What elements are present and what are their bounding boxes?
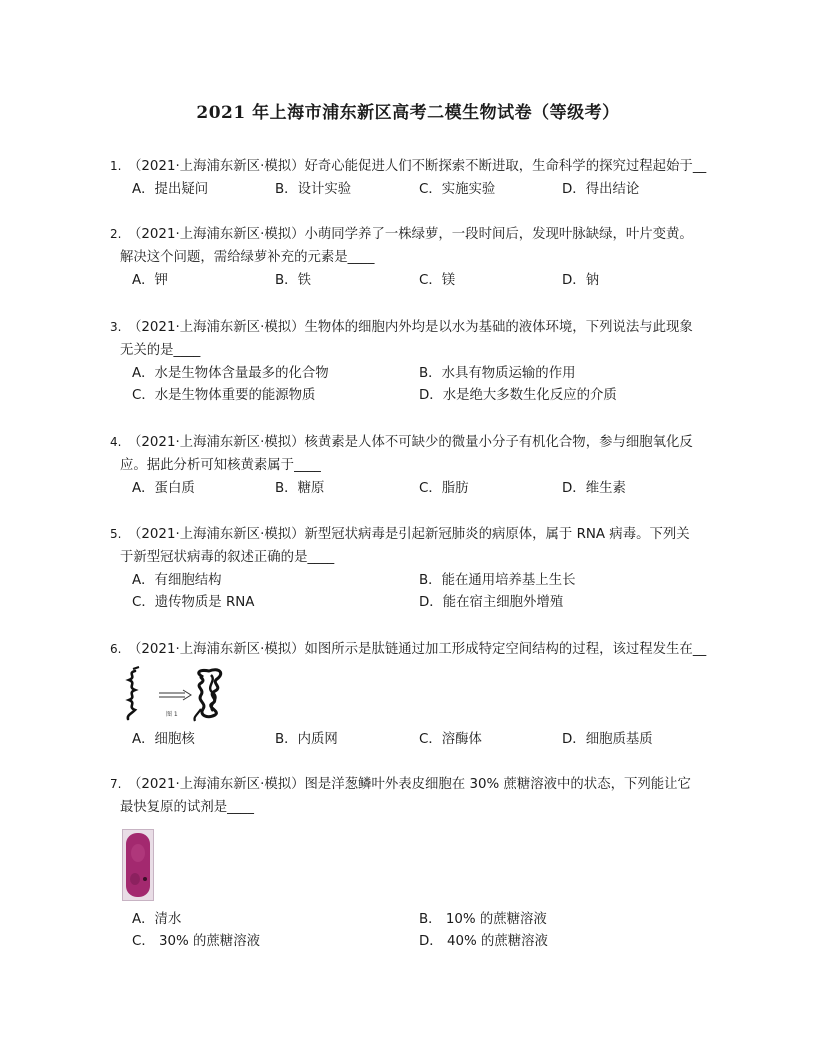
peptide-folding-figure	[123, 665, 243, 723]
page-title: 2021 年上海市浦东新区高考二模生物试卷（等级考）	[196, 103, 620, 123]
option-b: B．糖原	[275, 481, 325, 496]
option-c: C．镁	[419, 273, 456, 288]
option-a: A．钾	[132, 273, 168, 288]
option-d: D．水是绝大多数生化反应的介质	[419, 388, 617, 403]
question-2	[110, 223, 730, 292]
question-number: 7.	[110, 777, 122, 791]
question-7-options	[110, 908, 730, 952]
question-5	[110, 523, 730, 613]
question-stem-continued: 应。据此分析可知核黄素属于____	[120, 458, 321, 473]
question-stem: （2021·上海浦东新区·模拟）好奇心能促进人们不断探索不断进取，生命科学的探究过程起始于__	[128, 159, 707, 174]
option-d: D． 40% 的蔗糖溶液	[419, 934, 548, 949]
question-stem-continued: 于新型冠状病毒的叙述正确的是____	[120, 550, 335, 565]
question-stem-continued: 解决这个问题，需给绿萝补充的元素是____	[120, 250, 375, 265]
question-number: 6.	[110, 642, 122, 656]
question-7	[110, 773, 730, 819]
question-stem: （2021·上海浦东新区·模拟）核黄素是人体不可缺少的微量小分子有机化合物，参与细胞氧化反	[128, 435, 693, 450]
option-a: A．细胞核	[132, 732, 195, 747]
question-3	[110, 316, 730, 406]
option-b: B．内质网	[275, 732, 338, 747]
option-b: B．设计实验	[275, 182, 352, 197]
option-a: A．有细胞结构	[132, 573, 222, 588]
question-number: 4.	[110, 435, 122, 449]
question-stem: （2021·上海浦东新区·模拟）小萌同学养了一株绿萝，一段时间后，发现叶脉缺绿，叶片变黄。	[128, 227, 693, 242]
option-a: A．水是生物体含量最多的化合物	[132, 366, 329, 381]
option-c: C． 30% 的蔗糖溶液	[132, 934, 260, 949]
question-number: 1.	[110, 159, 122, 173]
question-6	[110, 638, 730, 661]
option-a: A．蛋白质	[132, 481, 195, 496]
question-stem: （2021·上海浦东新区·模拟）图是洋葱鳞叶外表皮细胞在 30% 蔗糖溶液中的状态，下列能让它	[128, 777, 691, 792]
option-c: C．脂肪	[419, 481, 469, 496]
option-c: C．水是生物体重要的能源物质	[132, 388, 316, 403]
question-1	[110, 155, 730, 201]
option-d: D．得出结论	[562, 182, 640, 197]
question-number: 3.	[110, 320, 122, 334]
question-number: 5.	[110, 527, 122, 541]
figure-label: 图 1	[166, 711, 178, 718]
option-d: D．维生素	[562, 481, 626, 496]
option-b: B． 10% 的蔗糖溶液	[419, 912, 547, 927]
option-c: C．溶酶体	[419, 732, 482, 747]
option-d: D．钠	[562, 273, 600, 288]
question-number: 2.	[110, 227, 122, 241]
option-c: C．遗传物质是 RNA	[132, 595, 255, 610]
option-d: D．细胞质基质	[562, 732, 653, 747]
option-b: B．水具有物质运输的作用	[419, 366, 576, 381]
question-stem: （2021·上海浦东新区·模拟）生物体的细胞内外均是以水为基础的液体环境，下列说法与此现象	[128, 320, 693, 335]
option-b: B．铁	[275, 273, 311, 288]
question-stem-continued: 无关的是____	[120, 343, 201, 358]
option-d: D．能在宿主细胞外增殖	[419, 595, 564, 610]
question-stem-continued: 最快复原的试剂是____	[120, 800, 254, 815]
option-c: C．实施实验	[419, 182, 496, 197]
option-a: A．清水	[132, 912, 182, 927]
onion-cell-figure	[122, 829, 154, 901]
question-6-options	[110, 728, 730, 751]
question-stem: （2021·上海浦东新区·模拟）新型冠状病毒是引起新冠肺炎的病原体，属于 RNA 病毒。下列关	[128, 527, 690, 542]
question-stem: （2021·上海浦东新区·模拟）如图所示是肽链通过加工形成特定空间结构的过程，该过程发生在__	[128, 642, 707, 657]
option-b: B．能在通用培养基上生长	[419, 573, 576, 588]
option-a: A．提出疑问	[132, 182, 209, 197]
question-4	[110, 431, 730, 500]
